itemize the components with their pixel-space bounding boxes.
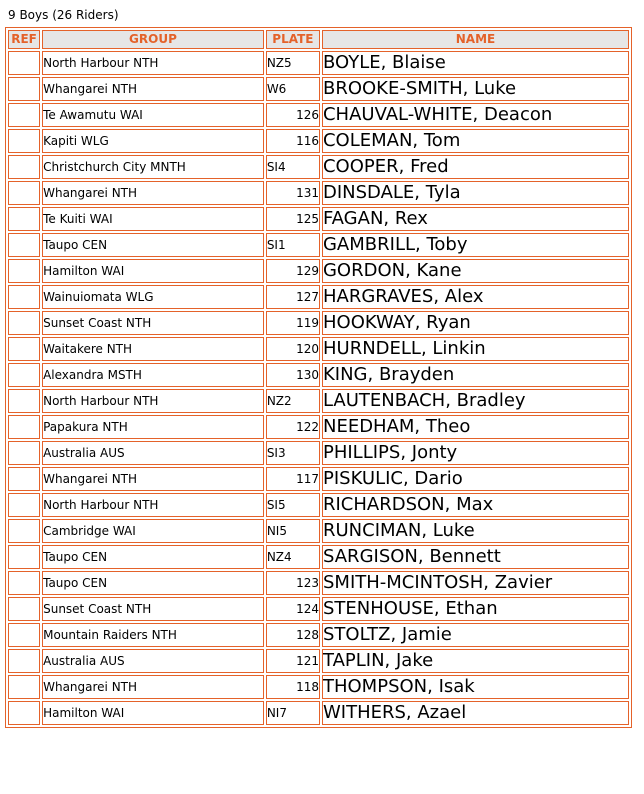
rider-name-cell: WITHERS, Azael xyxy=(322,701,629,725)
ref-cell xyxy=(8,597,40,621)
group-cell: Whangarei NTH xyxy=(42,77,264,101)
rider-name-cell: NEEDHAM, Theo xyxy=(322,415,629,439)
header-row xyxy=(8,30,629,49)
column-header-name[interactable]: NAME xyxy=(322,30,629,49)
ref-cell xyxy=(8,337,40,361)
plate-cell: 116 xyxy=(266,129,320,153)
plate-cell: 117 xyxy=(266,467,320,491)
table-row xyxy=(8,519,629,543)
ref-cell xyxy=(8,285,40,309)
group-cell: Kapiti WLG xyxy=(42,129,264,153)
table-row xyxy=(8,155,629,179)
group-cell: Wainuiomata WLG xyxy=(42,285,264,309)
group-cell: North Harbour NTH xyxy=(42,51,264,75)
group-cell: Papakura NTH xyxy=(42,415,264,439)
rider-name-cell: THOMPSON, Isak xyxy=(322,675,629,699)
plate-cell: SI3 xyxy=(266,441,320,465)
rider-name-cell: KING, Brayden xyxy=(322,363,629,387)
table-row xyxy=(8,701,629,725)
plate-cell: 121 xyxy=(266,649,320,673)
ref-cell xyxy=(8,103,40,127)
plate-cell: SI5 xyxy=(266,493,320,517)
ref-cell xyxy=(8,467,40,491)
table-row xyxy=(8,597,629,621)
ref-cell xyxy=(8,649,40,673)
rider-name-cell: PHILLIPS, Jonty xyxy=(322,441,629,465)
table-row xyxy=(8,233,629,257)
rider-name-cell: HOOKWAY, Ryan xyxy=(322,311,629,335)
rider-name-cell: GORDON, Kane xyxy=(322,259,629,283)
table-row xyxy=(8,675,629,699)
group-cell: Sunset Coast NTH xyxy=(42,597,264,621)
ref-cell xyxy=(8,623,40,647)
group-cell: Mountain Raiders NTH xyxy=(42,623,264,647)
table-row xyxy=(8,493,629,517)
table-row xyxy=(8,571,629,595)
ref-cell xyxy=(8,311,40,335)
plate-cell: W6 xyxy=(266,77,320,101)
plate-cell: 128 xyxy=(266,623,320,647)
table-row xyxy=(8,103,629,127)
table-row xyxy=(8,441,629,465)
plate-cell: SI4 xyxy=(266,155,320,179)
plate-cell: SI1 xyxy=(266,233,320,257)
rider-name-cell: SMITH-MCINTOSH, Zavier xyxy=(322,571,629,595)
plate-cell: NZ4 xyxy=(266,545,320,569)
plate-cell: 119 xyxy=(266,311,320,335)
group-cell: Australia AUS xyxy=(42,441,264,465)
rider-name-cell: HARGRAVES, Alex xyxy=(322,285,629,309)
rider-name-cell: TAPLIN, Jake xyxy=(322,649,629,673)
ref-cell xyxy=(8,77,40,101)
group-cell: Whangarei NTH xyxy=(42,675,264,699)
table-row xyxy=(8,623,629,647)
rider-name-cell: BOYLE, Blaise xyxy=(322,51,629,75)
plate-cell: 130 xyxy=(266,363,320,387)
ref-cell xyxy=(8,571,40,595)
table-row xyxy=(8,259,629,283)
plate-cell: 122 xyxy=(266,415,320,439)
table-row xyxy=(8,649,629,673)
rider-name-cell: STOLTZ, Jamie xyxy=(322,623,629,647)
rider-name-cell: BROOKE-SMITH, Luke xyxy=(322,77,629,101)
ref-cell xyxy=(8,363,40,387)
table-row xyxy=(8,181,629,205)
rider-name-cell: GAMBRILL, Toby xyxy=(322,233,629,257)
plate-cell: 127 xyxy=(266,285,320,309)
rider-name-cell: COLEMAN, Tom xyxy=(322,129,629,153)
table-row xyxy=(8,207,629,231)
table-row xyxy=(8,545,629,569)
group-cell: Hamilton WAI xyxy=(42,259,264,283)
rider-name-cell: PISKULIC, Dario xyxy=(322,467,629,491)
group-cell: Te Kuiti WAI xyxy=(42,207,264,231)
table-row xyxy=(8,467,629,491)
table-row xyxy=(8,285,629,309)
plate-cell: 125 xyxy=(266,207,320,231)
group-cell: Whangarei NTH xyxy=(42,181,264,205)
ref-cell xyxy=(8,493,40,517)
table-row xyxy=(8,415,629,439)
table-row xyxy=(8,51,629,75)
ref-cell xyxy=(8,519,40,543)
rider-name-cell: SARGISON, Bennett xyxy=(322,545,629,569)
ref-cell xyxy=(8,441,40,465)
group-cell: Cambridge WAI xyxy=(42,519,264,543)
table-row xyxy=(8,129,629,153)
column-header-plate[interactable]: PLATE xyxy=(266,30,320,49)
group-cell: Whangarei NTH xyxy=(42,467,264,491)
group-cell: Taupo CEN xyxy=(42,571,264,595)
table-body xyxy=(8,51,629,725)
rider-name-cell: LAUTENBACH, Bradley xyxy=(322,389,629,413)
group-cell: Christchurch City MNTH xyxy=(42,155,264,179)
rider-name-cell: HURNDELL, Linkin xyxy=(322,337,629,361)
group-cell: Alexandra MSTH xyxy=(42,363,264,387)
group-cell: Taupo CEN xyxy=(42,545,264,569)
plate-cell: 120 xyxy=(266,337,320,361)
group-cell: North Harbour NTH xyxy=(42,389,264,413)
group-cell: North Harbour NTH xyxy=(42,493,264,517)
rider-name-cell: CHAUVAL-WHITE, Deacon xyxy=(322,103,629,127)
ref-cell xyxy=(8,233,40,257)
ref-cell xyxy=(8,259,40,283)
plate-cell: NZ5 xyxy=(266,51,320,75)
table-row xyxy=(8,337,629,361)
rider-name-cell: DINSDALE, Tyla xyxy=(322,181,629,205)
group-cell: Taupo CEN xyxy=(42,233,264,257)
plate-cell: 131 xyxy=(266,181,320,205)
table-row xyxy=(8,389,629,413)
ref-cell xyxy=(8,207,40,231)
ref-cell xyxy=(8,389,40,413)
rider-name-cell: RUNCIMAN, Luke xyxy=(322,519,629,543)
table-row xyxy=(8,363,629,387)
ref-cell xyxy=(8,181,40,205)
group-cell: Sunset Coast NTH xyxy=(42,311,264,335)
ref-cell xyxy=(8,129,40,153)
ref-cell xyxy=(8,545,40,569)
plate-cell: 129 xyxy=(266,259,320,283)
plate-cell: 123 xyxy=(266,571,320,595)
table-row xyxy=(8,77,629,101)
ref-cell xyxy=(8,701,40,725)
rider-name-cell: STENHOUSE, Ethan xyxy=(322,597,629,621)
column-header-ref[interactable]: REF xyxy=(8,30,40,49)
ref-cell xyxy=(8,155,40,179)
rider-name-cell: COOPER, Fred xyxy=(322,155,629,179)
group-cell: Te Awamutu WAI xyxy=(42,103,264,127)
column-header-group[interactable]: GROUP xyxy=(42,30,264,49)
plate-cell: 118 xyxy=(266,675,320,699)
table-caption: 9 Boys (26 Riders) xyxy=(8,8,119,22)
riders-table xyxy=(5,27,632,728)
group-cell: Waitakere NTH xyxy=(42,337,264,361)
plate-cell: NZ2 xyxy=(266,389,320,413)
table-row xyxy=(8,311,629,335)
rider-name-cell: RICHARDSON, Max xyxy=(322,493,629,517)
ref-cell xyxy=(8,51,40,75)
plate-cell: NI7 xyxy=(266,701,320,725)
rider-name-cell: FAGAN, Rex xyxy=(322,207,629,231)
ref-cell xyxy=(8,415,40,439)
plate-cell: NI5 xyxy=(266,519,320,543)
group-cell: Australia AUS xyxy=(42,649,264,673)
group-cell: Hamilton WAI xyxy=(42,701,264,725)
ref-cell xyxy=(8,675,40,699)
plate-cell: 124 xyxy=(266,597,320,621)
plate-cell: 126 xyxy=(266,103,320,127)
